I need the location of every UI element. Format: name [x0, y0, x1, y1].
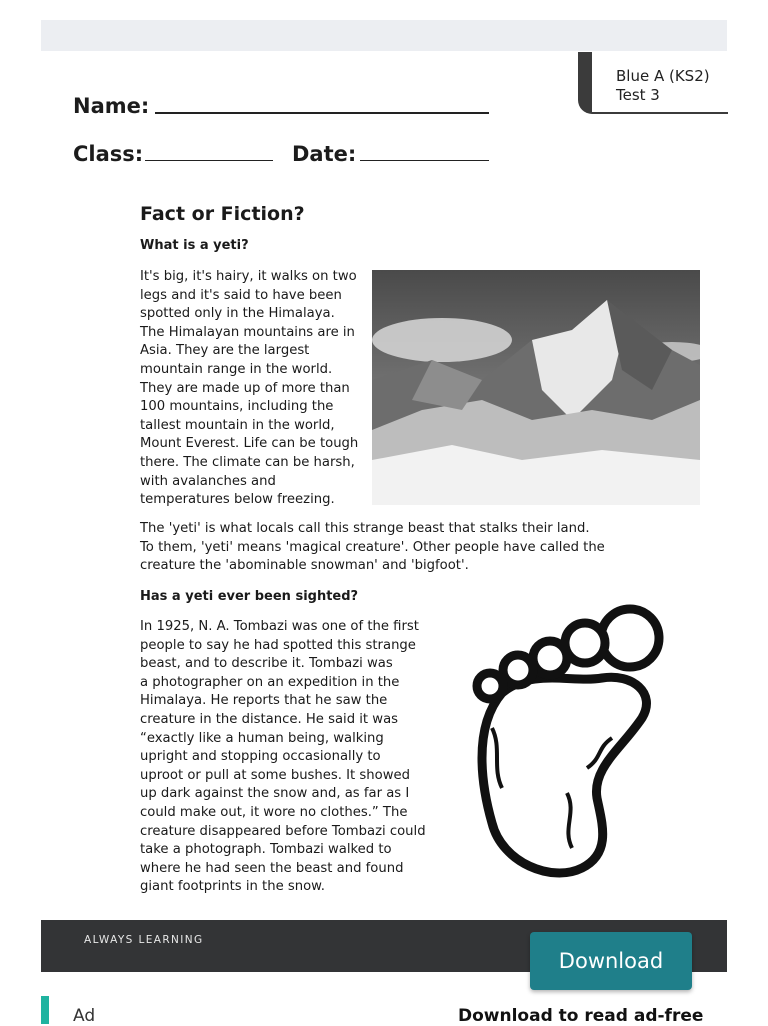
- section-heading-sighting: Has a yeti ever been sighted?: [140, 589, 359, 604]
- date-label: Date:: [292, 142, 357, 166]
- paragraph-line: In 1925, N. A. Tombazi was one of the first: [140, 619, 419, 634]
- ad-accent: [41, 996, 49, 1024]
- paragraph-line: Mount Everest. Life can be tough: [140, 436, 359, 452]
- paragraph-line: creature disappeared before Tombazi could: [140, 823, 426, 839]
- paragraph-line: To them, 'yeti' means 'magical creature'. Other people have called the: [140, 539, 605, 555]
- paragraph-line: The Himalayan mountains are in: [140, 324, 355, 340]
- name-label: Name:: [73, 94, 150, 118]
- paragraph-line: mountain range in the world.: [140, 361, 333, 377]
- paragraph-line: tallest mountain in the world,: [140, 417, 335, 433]
- paragraph-line: The 'yeti' is what locals call this strange beast that stalks their land.: [140, 521, 590, 536]
- paragraph-line: They are made up of more than: [140, 380, 350, 396]
- footer-brand: ALWAYS LEARNING: [84, 934, 204, 946]
- name-line[interactable]: [155, 112, 489, 114]
- paragraph-line: uproot or pull at some bushes. It showed: [140, 767, 410, 783]
- badge-test: Test 3: [616, 86, 660, 104]
- paragraph-yeti-names: [140, 520, 605, 576]
- article-title: Fact or Fiction?: [140, 203, 305, 225]
- paragraph-line: “exactly like a human being, walking: [140, 730, 384, 746]
- ad-label: Ad: [73, 1006, 96, 1026]
- paragraph-line: there. The climate can be harsh,: [140, 454, 355, 470]
- paragraph-line: take a photograph. Tombazi walked to: [140, 842, 392, 858]
- paragraph-line: a photographer on an expedition in the: [140, 674, 400, 690]
- date-line[interactable]: [360, 160, 489, 161]
- paragraph-line: people to say he had spotted this strange: [140, 637, 416, 653]
- paragraph-line: could make out, it wore no clothes.” The: [140, 804, 408, 820]
- paragraph-intro: [140, 268, 358, 510]
- paragraph-line: 100 mountains, including the: [140, 399, 334, 415]
- ad-free-link[interactable]: Download to read ad-free: [458, 1006, 704, 1026]
- paragraph-line: up dark against the snow and, as far as I: [140, 786, 410, 802]
- badge-level: Blue A (KS2): [616, 67, 710, 85]
- paragraph-line: Asia. They are the largest: [140, 343, 310, 359]
- paragraph-line: spotted only in the Himalaya.: [140, 306, 335, 322]
- download-button[interactable]: Download: [530, 932, 692, 990]
- paragraph-tombazi: [140, 618, 426, 897]
- section-heading-yeti: What is a yeti?: [140, 238, 249, 253]
- paragraph-line: It's big, it's hairy, it walks on two: [140, 269, 357, 284]
- top-strip: [41, 20, 727, 51]
- paragraph-line: legs and it's said to have been: [140, 287, 342, 303]
- paragraph-line: beast, and to describe it. Tombazi was: [140, 656, 393, 672]
- paragraph-line: creature in the distance. He said it was: [140, 711, 399, 727]
- footprint-illustration: [462, 598, 672, 883]
- class-line[interactable]: [145, 160, 273, 161]
- paragraph-line: creature the 'abominable snowman' and 'bigfoot'.: [140, 558, 469, 574]
- test-badge: [578, 52, 728, 114]
- paragraph-line: upright and stopping occasionally to: [140, 749, 381, 765]
- paragraph-line: with avalanches and: [140, 473, 276, 489]
- class-label: Class:: [73, 142, 144, 166]
- mountain-photo: [372, 270, 700, 505]
- paragraph-line: giant footprints in the snow.: [140, 879, 325, 895]
- paragraph-line: where he had seen the beast and found: [140, 860, 404, 876]
- paragraph-line: Himalaya. He reports that he saw the: [140, 693, 388, 709]
- paragraph-line: temperatures below freezing.: [140, 492, 335, 508]
